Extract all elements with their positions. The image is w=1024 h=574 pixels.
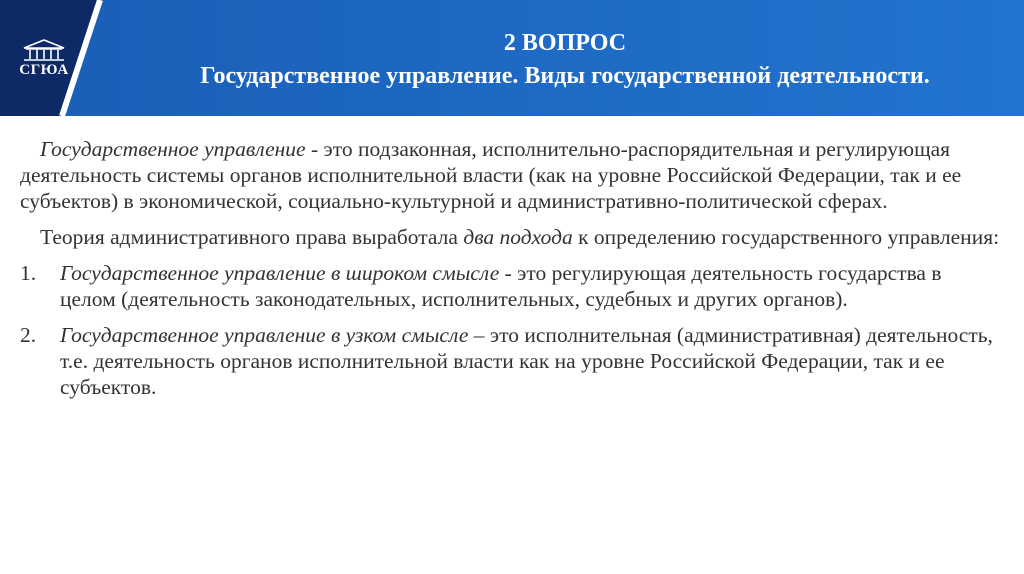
title-heading: Государственное управление. Виды государственной деятельности.: [200, 63, 930, 89]
approaches-emphasis: два подхода: [463, 225, 573, 249]
definition-paragraph: [20, 136, 1000, 214]
list-term: Государственное управление в широком смысле: [60, 261, 500, 285]
building-icon: [14, 38, 74, 64]
list-text: - это регулирующая деятельность государства в целом (деятельность законодательных, исполнительных, судебных и других органов).: [60, 261, 942, 311]
approaches-paragraph: [20, 224, 1000, 250]
list-item: [20, 322, 1000, 400]
list-text: – это исполнительная (административная) деятельность, т.е. деятельность органов исполнительной власти как на уровне Российской Федерации, так и ее субъектов.: [60, 323, 993, 399]
approaches-after: к определению государственного управления:: [572, 225, 1000, 249]
slide-header: [0, 0, 1024, 116]
list-term: Государственное управление в узком смысле: [60, 323, 469, 347]
approaches-before: Теория административного права выработала: [40, 225, 464, 249]
list-item: [20, 260, 1000, 312]
definition-term: Государственное управление: [40, 137, 306, 161]
slide-title: [110, 27, 1020, 93]
slide-body: [20, 136, 1000, 410]
logo: [14, 38, 74, 92]
list-number: 2.: [20, 323, 37, 347]
approaches-list: [20, 260, 1000, 400]
logo-text: СГЮА: [19, 62, 69, 78]
question-number: 2 ВОПРОС: [503, 30, 627, 56]
definition-text: - это подзаконная, исполнительно-распорядительная и регулирующая деятельность системы органов исполнительной власти (как на уровне Российской Федерации, так и ее субъектов) в экономической, социально-культурной и административно-политической сферах.: [20, 137, 962, 213]
list-number: 1.: [20, 261, 37, 285]
